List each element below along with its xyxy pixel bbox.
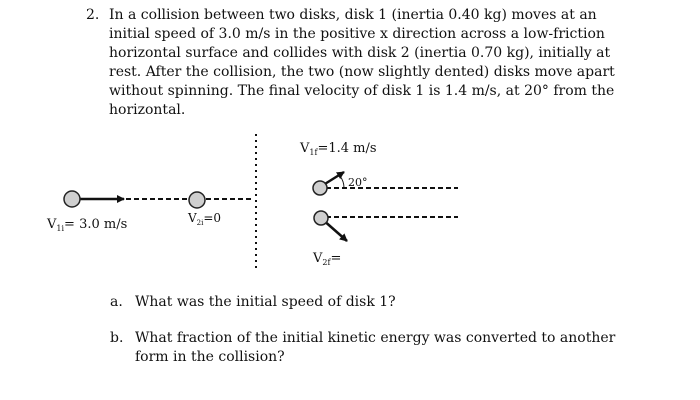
disk2-after — [314, 211, 328, 225]
question-label: b. — [110, 330, 124, 346]
v2i-label: $V_{2i}=0$ — [188, 211, 222, 227]
v1f-label: $V_{1f}=1.4$ m/s — [300, 141, 377, 157]
disk1-before — [64, 191, 80, 207]
v2f-label: $V_{2f}=$ — [313, 251, 342, 267]
angle-label: 20° — [348, 176, 368, 189]
problem-number: 2. — [86, 7, 100, 23]
question-text: What was the initial speed of disk 1? — [135, 294, 396, 310]
question-label: a. — [110, 294, 123, 310]
disk1-after — [313, 181, 327, 195]
v1i-label: $V_{1i}= 3.0$ m/s — [47, 217, 128, 233]
problem-text: In a collision between two disks, disk 1 (inertia 0.40 kg) moves at an initial speed of 3.0 m/s in the positive x direction across a low-friction horizontal surface and collides with disk 2 (inertia 0.70 kg), initially at rest. After the collision, the two (now slightly dented) disks move apart without spinning. The final velocity of disk 1 is 1.4 m/s, at 20° from the horizontal. — [109, 7, 615, 118]
question-text: What fraction of the initial kinetic energy was converted to another form in the collision? — [135, 330, 616, 365]
disk2-before — [189, 192, 205, 208]
angle-arc — [340, 176, 344, 188]
